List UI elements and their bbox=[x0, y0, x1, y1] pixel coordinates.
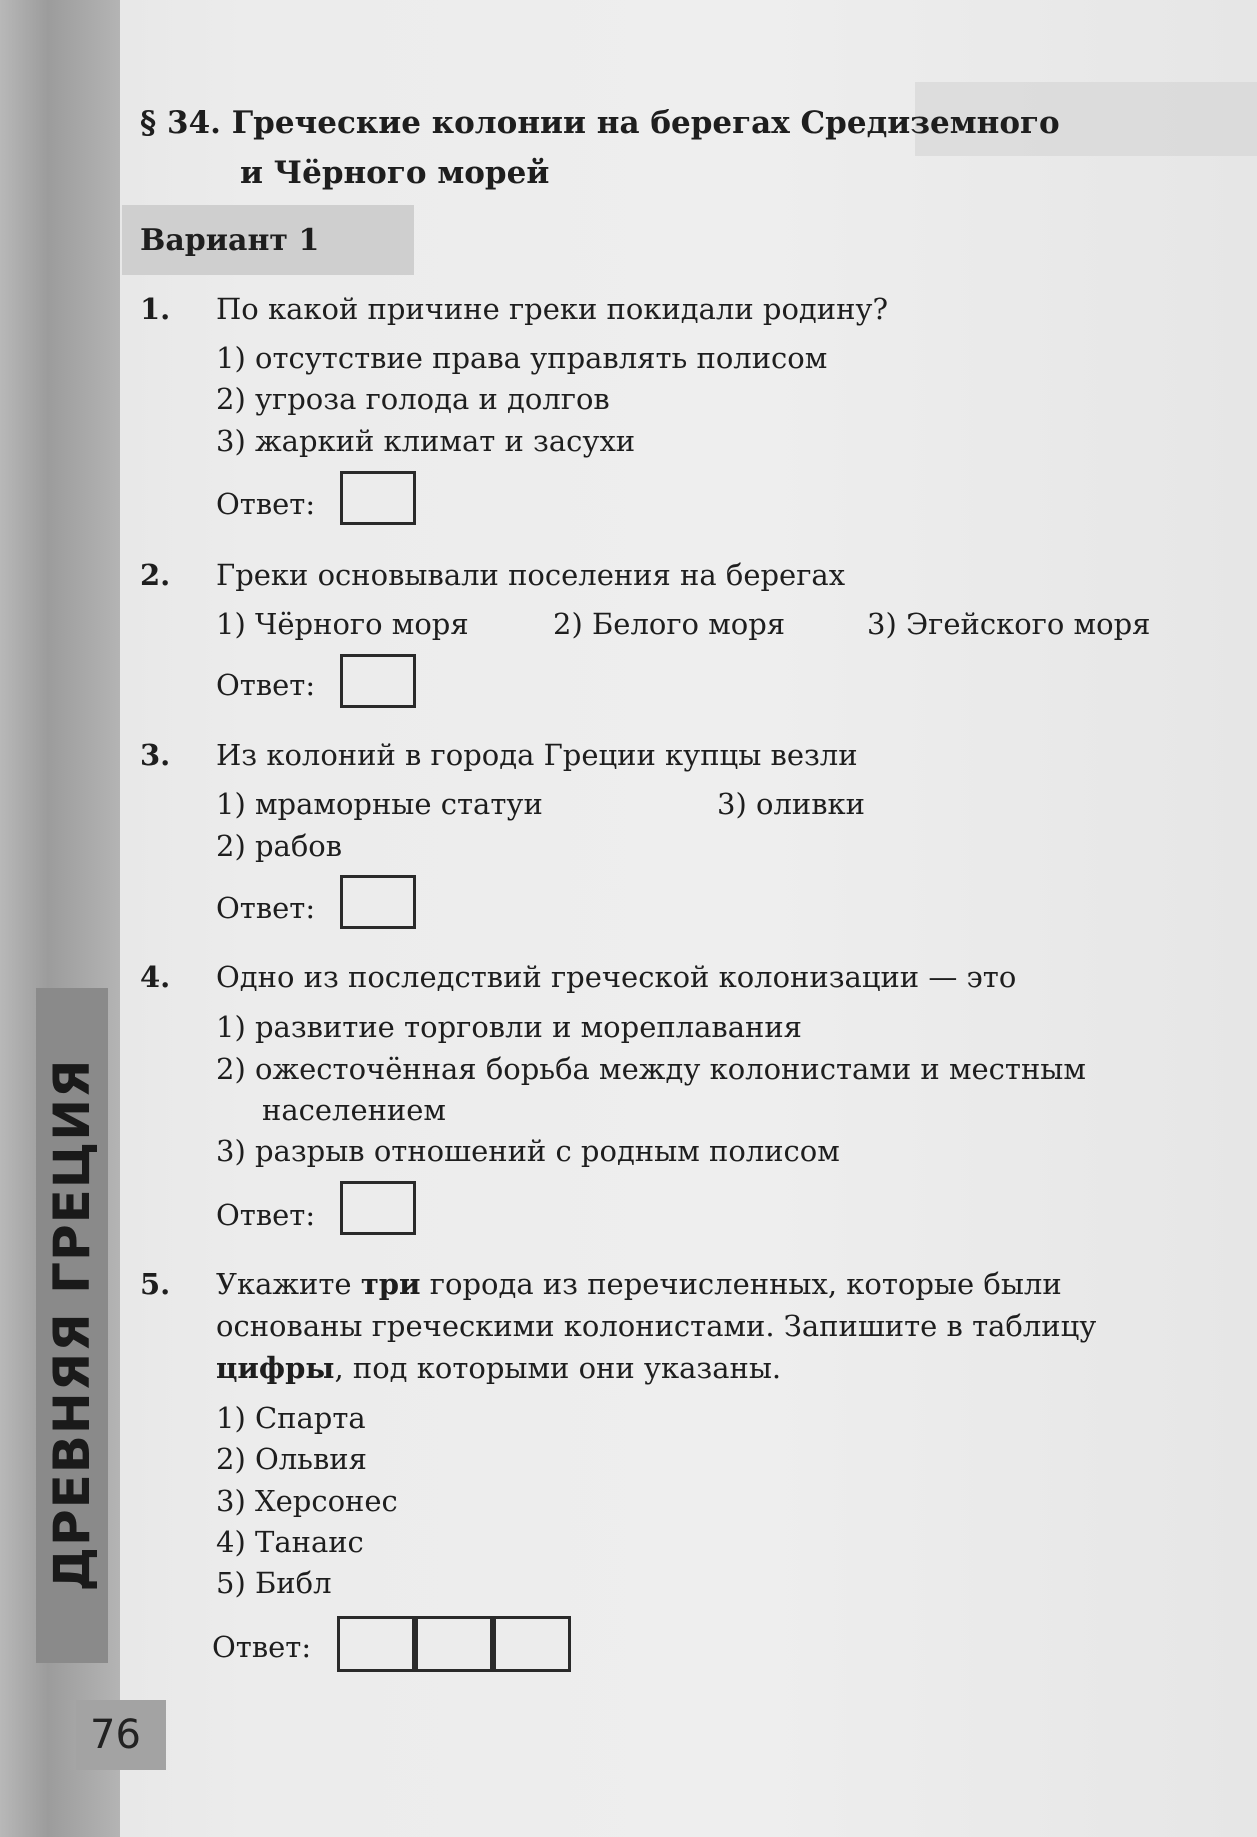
section-number: § 34. bbox=[140, 105, 221, 141]
answer-box-q4[interactable] bbox=[340, 1181, 416, 1235]
option-3[interactable]: 3) разрыв отношений с родным полисом bbox=[216, 1134, 840, 1168]
answer-label: Ответ: bbox=[216, 487, 316, 521]
answer-label: Ответ: bbox=[216, 668, 316, 702]
question-text: Одно из последствий греческой колонизации — это bbox=[216, 960, 1017, 994]
question-number: 2. bbox=[140, 558, 171, 592]
option-3[interactable]: 3) оливки bbox=[717, 787, 865, 821]
question-text: Из колоний в города Греции купцы везли bbox=[216, 738, 858, 772]
option-2[interactable]: 2) Белого моря bbox=[553, 607, 786, 641]
variant-label: Вариант 1 bbox=[140, 223, 320, 258]
question-number: 4. bbox=[140, 960, 171, 994]
answer-cell-3[interactable] bbox=[493, 1616, 571, 1672]
option-2[interactable]: 2) ожесточённая борьба между колонистами и местным bbox=[216, 1052, 1086, 1086]
option-3[interactable]: 3) жаркий климат и засухи bbox=[216, 424, 636, 458]
option-3[interactable]: 3) Эгейского моря bbox=[867, 607, 1151, 641]
section-side-title: ДРЕВНЯЯ ГРЕЦИЯ bbox=[43, 1058, 101, 1592]
option-1[interactable]: 1) Спарта bbox=[216, 1401, 366, 1435]
page-number: 76 bbox=[90, 1712, 141, 1758]
answer-box-q2[interactable] bbox=[340, 654, 416, 708]
option-1[interactable]: 1) отсутствие права управлять полисом bbox=[216, 341, 828, 375]
question-number: 1. bbox=[140, 292, 171, 326]
question-text: Укажите три города из перечисленных, которые были основаны греческими колонистами. Запишите в таблицу цифры, под которыми они указаны. bbox=[216, 1267, 1097, 1385]
answer-box-q3[interactable] bbox=[340, 875, 416, 929]
question-text: По какой причине греки покидали родину? bbox=[216, 292, 889, 326]
option-3[interactable]: 3) Херсонес bbox=[216, 1484, 398, 1518]
question-text: Греки основывали поселения на берегах bbox=[216, 558, 846, 592]
option-5[interactable]: 5) Библ bbox=[216, 1566, 332, 1600]
answer-label: Ответ: bbox=[216, 891, 316, 925]
answer-label: Ответ: bbox=[212, 1630, 312, 1664]
section-title-line2: и Чёрного морей bbox=[240, 155, 550, 191]
option-1[interactable]: 1) мраморные статуи bbox=[216, 787, 543, 821]
option-2[interactable]: 2) рабов bbox=[216, 829, 343, 863]
emphasis-digits: цифры bbox=[216, 1351, 335, 1385]
option-2[interactable]: 2) угроза голода и долгов bbox=[216, 382, 610, 416]
answer-box-q1[interactable] bbox=[340, 471, 416, 525]
section-heading bbox=[140, 98, 1060, 198]
question-number: 5. bbox=[140, 1267, 171, 1301]
answer-cell-2[interactable] bbox=[415, 1616, 493, 1672]
question-number: 3. bbox=[140, 738, 171, 772]
option-1[interactable]: 1) развитие торговли и мореплавания bbox=[216, 1010, 802, 1044]
option-4[interactable]: 4) Танаис bbox=[216, 1525, 364, 1559]
option-2[interactable]: 2) Ольвия bbox=[216, 1442, 367, 1476]
section-title-line1: Греческие колонии на берегах Средиземного bbox=[231, 105, 1060, 141]
option-2-continued: населением bbox=[262, 1093, 446, 1127]
answer-cell-1[interactable] bbox=[337, 1616, 415, 1672]
emphasis-three: три bbox=[360, 1267, 421, 1301]
option-1[interactable]: 1) Чёрного моря bbox=[216, 607, 469, 641]
answer-label: Ответ: bbox=[216, 1198, 316, 1232]
